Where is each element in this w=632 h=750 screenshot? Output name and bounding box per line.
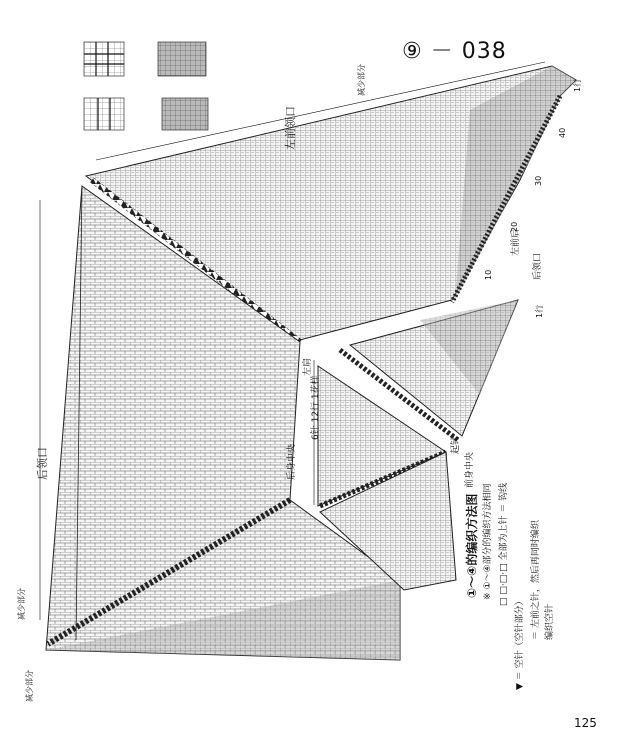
note-top-label: 减少部分 xyxy=(357,64,366,96)
legend-title: ①～④的编织方法图 xyxy=(465,493,479,598)
row-1-label: 1行 xyxy=(573,78,582,92)
back-neckline-label: 后领口 xyxy=(36,447,49,480)
legend-line-2: □ □·□·□ 全部为上针 ＝ 钩线 xyxy=(499,482,509,606)
legend-line-3: ▼ ＝ 空针（空针部分） xyxy=(515,596,525,690)
row-40-label: 40 xyxy=(558,127,567,138)
front-left-label: 左前后 xyxy=(511,228,521,256)
motif-thumbnail-4-icon xyxy=(162,98,208,130)
motif-thumbnail-1-icon xyxy=(84,42,124,76)
note-bottom-2-label: 减少部分 xyxy=(25,670,34,702)
motif-thumbnail-2-icon xyxy=(158,42,206,76)
shoulder-left-label: 左肩 xyxy=(303,357,313,376)
row-20-label: 20 xyxy=(510,221,519,232)
stitch-note-label: 6针 12行 1花样 xyxy=(311,375,321,440)
row-1b-label: 1行 xyxy=(535,304,544,318)
legend-line-5: 编织空针 xyxy=(545,603,555,640)
row-start-label: 起针 xyxy=(451,435,461,454)
legend-line-1: ※ ①～④部分的编织方法相同 xyxy=(483,483,493,600)
front-left-label-2: 后领口 xyxy=(533,252,543,280)
row-10-label: 10 xyxy=(484,269,493,280)
back-center-label: 后身中央 xyxy=(287,443,297,480)
page-number: 125 xyxy=(574,716,597,730)
left-front-neckline-label: 左前领口 xyxy=(284,106,297,150)
motif-thumbnail-3-icon xyxy=(84,98,124,130)
row-30-label: 30 xyxy=(534,175,543,186)
note-bottom-1-label: 减少部分 xyxy=(17,588,26,620)
pattern-id: ⑨ － 038 xyxy=(402,39,507,64)
legend-line-4: ＝ 左前之针，然后再同时编织 xyxy=(531,520,541,640)
front-center-label: 前身中央 xyxy=(465,451,475,488)
